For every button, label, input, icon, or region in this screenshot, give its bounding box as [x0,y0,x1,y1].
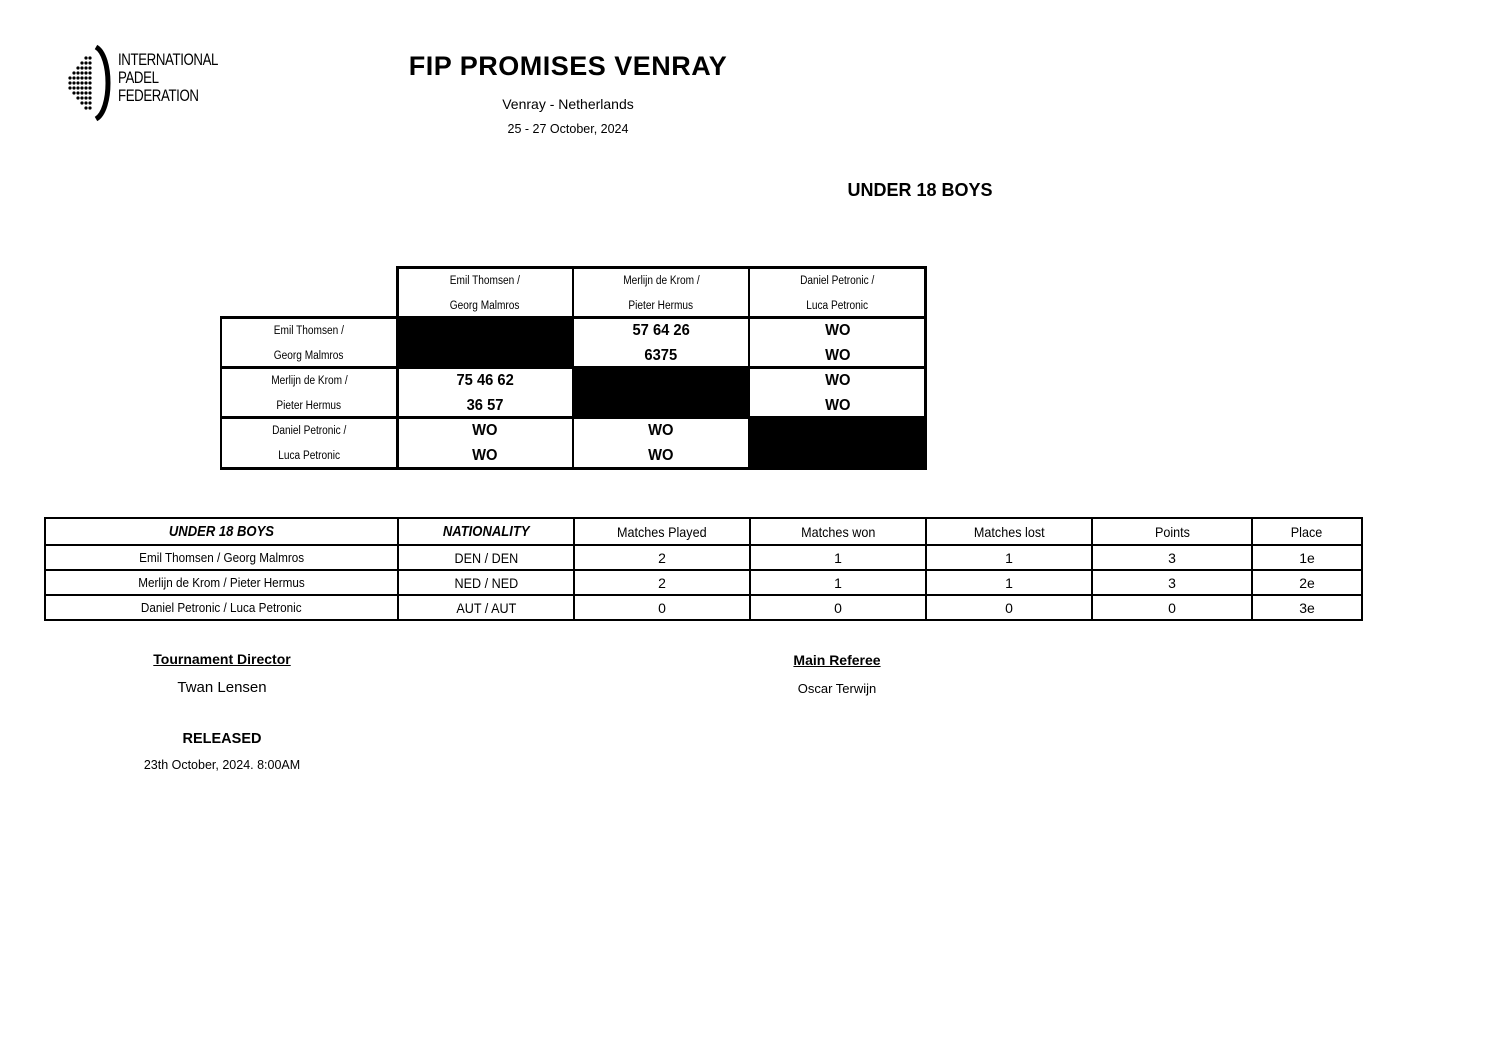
team-name: Merlijn de Krom / Pieter Hermus [138,575,305,590]
team-cell [45,570,398,595]
column-header [750,518,926,545]
team-cell [45,595,398,620]
score-line: WO [648,447,674,465]
team-name-line: Merlijn de Krom / [270,374,348,387]
nationality-cell [398,545,574,570]
team-name-line: Pieter Hermus [276,399,342,412]
matrix-col-header [749,268,926,318]
column-header-text: UNDER 18 BOYS [168,523,275,540]
team-name-line: Luca Petronic [806,299,869,312]
column-header-text: Points [1154,523,1190,540]
score-line: 6375 [644,346,678,364]
score-line: 36 57 [466,396,504,414]
points-cell: 3 [1092,545,1252,570]
points-cell: 0 [1092,595,1252,620]
tournament-director-name: Twan Lensen [177,679,267,696]
column-header [398,518,574,545]
logo-line: FEDERATION [118,86,199,105]
team-name-line: Daniel Petronic / [271,424,347,437]
blackout-cell [397,318,573,368]
tournament-dates: 25 - 27 October, 2024 [507,122,629,136]
logo-line: PADEL [118,68,159,87]
matches-won-cell: 1 [750,545,926,570]
standings-header-row [45,518,1362,545]
team-name-line: Luca Petronic [278,450,340,463]
score-line: WO [824,396,851,414]
matches-lost-cell: 1 [926,570,1092,595]
tournament-title: FIP PROMISES VENRAY [408,51,728,81]
table-row [45,595,1362,620]
column-header [45,518,398,545]
grid-line [748,266,750,470]
column-header [574,518,750,545]
standings-table [44,517,1363,621]
main-referee-label: Main Referee [793,652,881,668]
logo-line: INTERNATIONAL [118,50,219,69]
place-cell: 3e [1252,595,1362,620]
team-name-line: Daniel Petronic / [800,274,875,287]
column-header-text: NATIONALITY [442,523,530,540]
match-result [749,318,926,368]
score-line: WO [472,447,498,465]
team-name-line: Georg Malmros [274,349,344,362]
score-line: WO [648,421,674,439]
matrix-row-header [221,318,397,368]
match-result [573,418,749,469]
score-line: WO [824,371,851,389]
team-name-line: Emil Thomsen / [273,324,345,337]
team-name: Emil Thomsen / Georg Malmros [139,550,304,565]
place-cell: 2e [1252,570,1362,595]
grid-line [572,266,574,470]
blackout-cell [573,368,749,418]
matches-played-cell: 2 [574,570,750,595]
team-name-line: Georg Malmros [450,299,520,312]
team-name: Daniel Petronic / Luca Petronic [141,600,302,615]
match-result [397,418,573,469]
nationality: NED / NED [454,574,518,591]
column-header-text: Matches won [800,523,876,540]
matches-played-cell: 0 [574,595,750,620]
main-referee-name: Oscar Terwijn [797,681,877,696]
column-header-text: Matches Played [617,523,707,540]
nationality-cell [398,570,574,595]
released-date: 23th October, 2024. 8:00AM [143,758,301,772]
nationality: DEN / DEN [454,549,518,566]
team-name-line: Emil Thomsen / [449,274,521,287]
table-row [45,545,1362,570]
column-header-text: Place [1291,523,1323,540]
matrix-row-header [221,368,397,418]
points-cell: 3 [1092,570,1252,595]
column-header-text: Matches lost [973,523,1045,540]
team-name-line: Merlijn de Krom / [622,274,700,287]
place-cell: 1e [1252,545,1362,570]
grid-line [396,266,927,269]
matches-lost-cell: 1 [926,545,1092,570]
match-result [749,368,926,418]
score-line: WO [472,421,498,439]
score-line: WO [824,346,851,364]
matrix-col-header [573,268,749,318]
grid-line [396,266,399,470]
column-header [926,518,1092,545]
column-header [1252,518,1362,545]
matches-played-cell: 2 [574,545,750,570]
table-row [45,570,1362,595]
matches-won-cell: 1 [750,570,926,595]
score-line: 75 46 62 [456,371,514,389]
matches-lost-cell: 0 [926,595,1092,620]
team-name-line: Pieter Hermus [628,299,694,312]
match-result [573,318,749,368]
category-title: UNDER 18 BOYS [847,180,993,200]
released-label: RELEASED [182,731,262,747]
blackout-cell [749,418,926,469]
matrix-col-header [397,268,573,318]
tournament-director-label: Tournament Director [153,651,291,667]
matches-won-cell: 0 [750,595,926,620]
nationality-cell [398,595,574,620]
nationality: AUT / AUT [456,599,516,616]
matrix-row-header [221,418,397,469]
score-line: 57 64 26 [632,321,690,339]
grid-line [924,266,927,470]
score-line: WO [824,321,851,339]
team-cell [45,545,398,570]
match-result [397,368,573,418]
tournament-location: Venray - Netherlands [502,96,634,112]
grid-line [220,316,222,470]
column-header [1092,518,1252,545]
